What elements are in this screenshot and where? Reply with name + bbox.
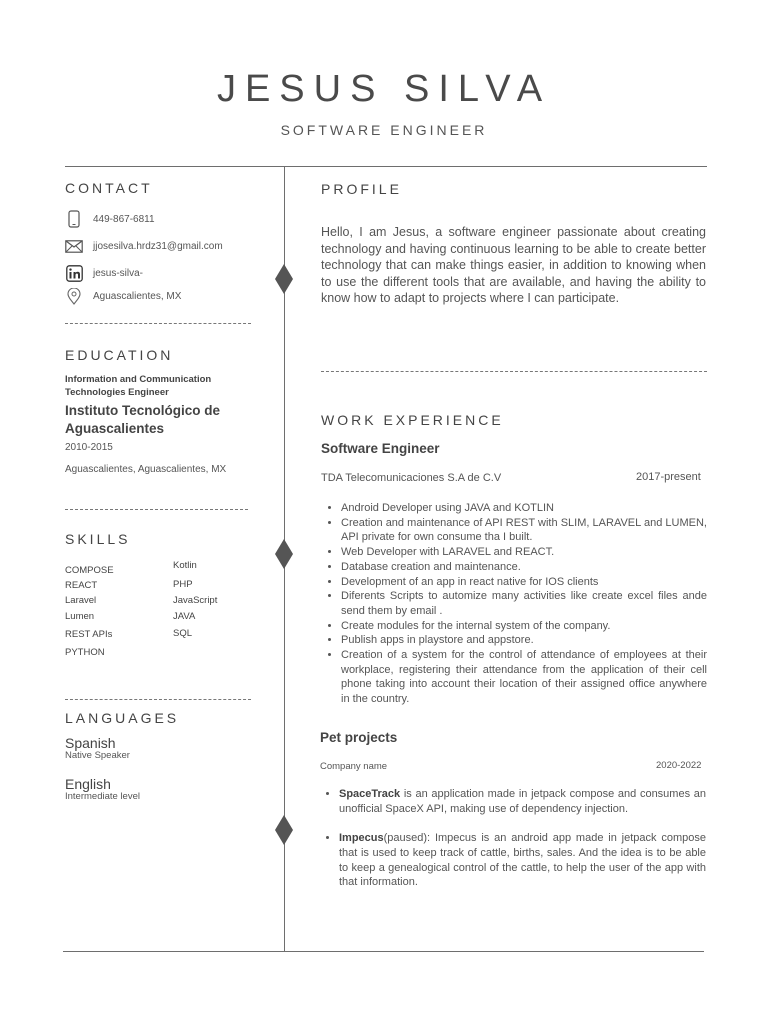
work-heading: WORK EXPERIENCE bbox=[321, 412, 504, 428]
skill-item: SQL bbox=[173, 628, 193, 639]
list-item bbox=[339, 831, 706, 890]
skill-item: COMPOSE bbox=[65, 565, 114, 576]
skill-item: PHP bbox=[173, 579, 193, 590]
phone-text: 449-867-6811 bbox=[93, 213, 155, 225]
diamond-icon bbox=[275, 264, 293, 294]
skill-item: REST APIs bbox=[65, 629, 113, 640]
language-level: Native Speaker bbox=[65, 750, 130, 761]
work-bullets bbox=[321, 501, 707, 707]
bottom-divider bbox=[63, 951, 704, 952]
list-item: • Creation of a system for the control of attendance of employees at their workplace, registering their attendance from the application of their cell phone taking into account their location of their assigned office anywhere in the country. bbox=[341, 648, 707, 707]
education-degree: Information and Communication Technologies Engineer bbox=[65, 374, 212, 398]
list-item: • Publish apps in playstore and appstore. bbox=[341, 633, 707, 648]
skills-separator bbox=[65, 699, 251, 700]
diamond-icon bbox=[275, 815, 293, 845]
list-item bbox=[339, 787, 706, 816]
education-location: Aguascalientes, Aguascalientes, MX bbox=[65, 464, 227, 475]
list-item: • Android Developer using JAVA and KOTLIN bbox=[341, 501, 707, 516]
pet-period: 2020-2022 bbox=[656, 760, 702, 771]
contact-location bbox=[65, 286, 182, 306]
project-name: Impecus bbox=[339, 832, 384, 845]
education-years: 2010-2015 bbox=[65, 442, 113, 453]
list-item: • Diferents Scripts to automize many activities like create excel files ande send them by email . bbox=[341, 589, 707, 618]
profile-text: Hello, I am Jesus, a software engineer passionate about creating technology and having continuous learning to be able to create better technology that can make things easier, in addition to knowing when to use the different tools that are available, and having the ability to know how to adapt to projects where I can participate. bbox=[321, 225, 706, 305]
skill-item: REACT bbox=[65, 580, 98, 591]
pet-company: Company name bbox=[320, 761, 388, 772]
skill-item: PYTHON bbox=[65, 647, 105, 658]
languages-heading: LANGUAGES bbox=[65, 710, 180, 726]
contact-separator bbox=[65, 323, 251, 324]
list-item: • Database creation and maintenance. bbox=[341, 560, 707, 575]
language-name: Spanish bbox=[65, 735, 116, 751]
resume-title: SOFTWARE ENGINEER bbox=[280, 122, 488, 138]
education-school: Instituto Tecnológico de Aguascalientes bbox=[65, 403, 220, 436]
education-heading: EDUCATION bbox=[65, 347, 174, 363]
email-link[interactable]: jjosesilva.hrdz31@gmail.com bbox=[93, 240, 223, 252]
list-item: • Creation and maintenance of API REST with SLIM, LARAVEL and LUMEN, API private for own consume tha I built. bbox=[341, 516, 707, 545]
location-pin-icon bbox=[65, 287, 83, 305]
project-name: SpaceTrack bbox=[339, 788, 401, 800]
profile-separator bbox=[321, 371, 707, 372]
skill-item: Laravel bbox=[65, 595, 97, 606]
job-period: 2017-present bbox=[636, 471, 701, 483]
pet-projects-list bbox=[319, 787, 706, 890]
project-description: (paused): Impecus is an android app made in jetpack compose that is used to keep track of cattle, births, sales. And the idea is to be able to keep a genealogical control of the cattle, to help the user of the app with that information. bbox=[339, 832, 706, 889]
linkedin-icon bbox=[65, 264, 83, 282]
skill-item: Kotlin bbox=[173, 560, 197, 571]
phone-icon bbox=[65, 210, 83, 228]
language-level: Intermediate level bbox=[65, 791, 140, 802]
contact-email bbox=[65, 236, 223, 256]
company-name: TDA Telecomunicaciones S.A de C.V bbox=[321, 472, 502, 484]
linkedin-link[interactable]: jesus-silva- bbox=[93, 267, 144, 279]
project-description: is an application made in jetpack compose and consumes an unofficial SpaceX API, making use of dependency injection. bbox=[339, 788, 706, 815]
skill-item: JAVA bbox=[173, 611, 196, 622]
profile-heading: PROFILE bbox=[321, 181, 402, 197]
mail-icon bbox=[65, 237, 83, 255]
list-item: • Web Developer with LARAVEL and REACT. bbox=[341, 545, 707, 560]
skill-item: Lumen bbox=[65, 611, 95, 622]
top-divider bbox=[65, 166, 707, 167]
education-separator bbox=[65, 509, 248, 510]
contact-phone bbox=[65, 209, 155, 229]
skill-item: JavaScript bbox=[173, 595, 218, 606]
pet-projects-title: Pet projects bbox=[320, 730, 398, 745]
list-item: • Create modules for the internal system of the company. bbox=[341, 619, 707, 634]
list-item: • Development of an app in react native for IOS clients bbox=[341, 575, 707, 590]
job-title: Software Engineer bbox=[321, 441, 440, 456]
location-text: Aguascalientes, MX bbox=[93, 290, 182, 302]
resume-name: JESUS SILVA bbox=[216, 68, 552, 110]
skills-heading: SKILLS bbox=[65, 531, 131, 547]
language-name: English bbox=[65, 776, 111, 792]
contact-heading: CONTACT bbox=[65, 180, 153, 196]
diamond-icon bbox=[275, 539, 293, 569]
contact-linkedin bbox=[65, 263, 144, 283]
